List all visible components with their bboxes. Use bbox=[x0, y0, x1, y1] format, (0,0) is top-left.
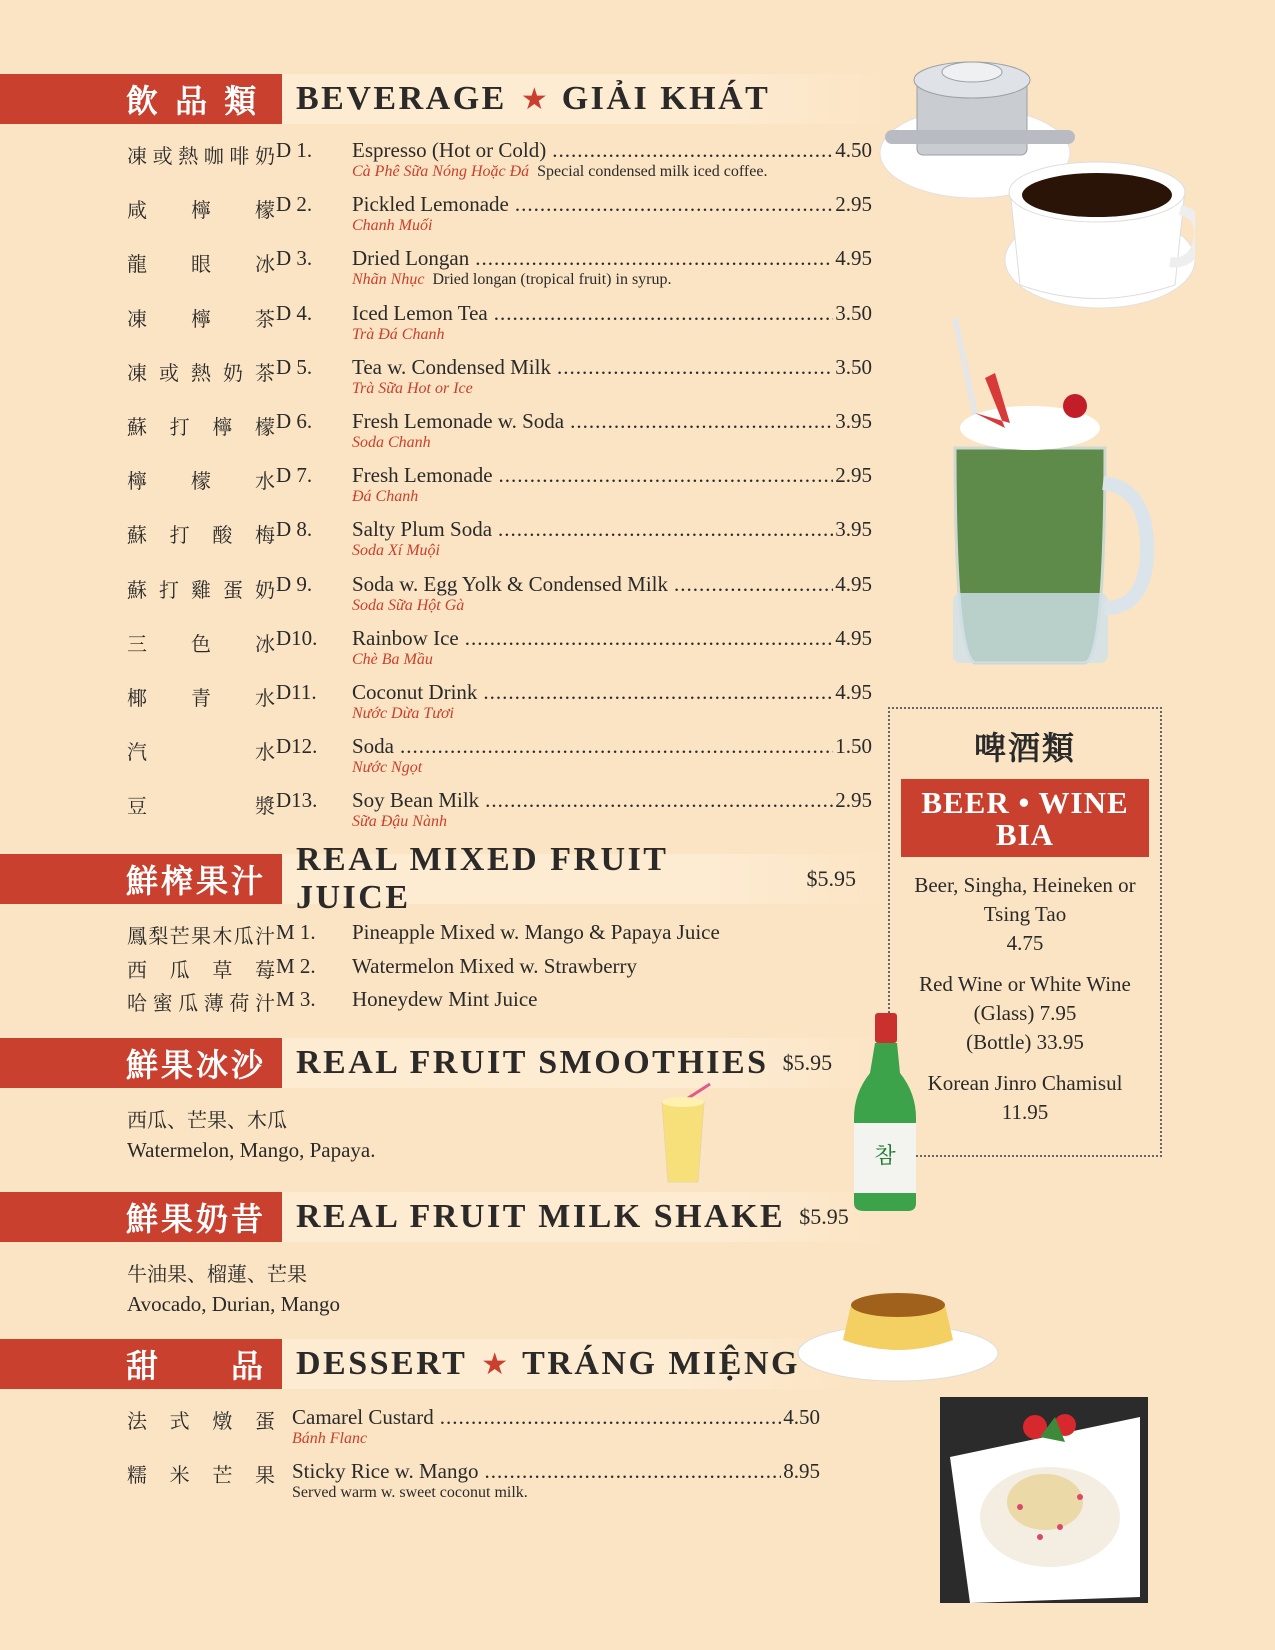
dot-leader bbox=[494, 301, 834, 326]
soju-bottle-photo bbox=[850, 1013, 920, 1213]
smoothies-en-title: REAL FRUIT SMOOTHIES bbox=[296, 1044, 769, 1081]
zh-char: 蛋 bbox=[223, 577, 243, 602]
item-name: Tea w. Condensed Milk bbox=[352, 354, 551, 379]
item-name: Dried Longan bbox=[352, 246, 470, 271]
shake-zh-line: 牛油果、榴蓮、芒果 bbox=[127, 1262, 307, 1286]
smoothies-header bbox=[0, 1038, 896, 1088]
dot-leader bbox=[515, 192, 833, 217]
item-code: D 1. bbox=[276, 138, 313, 162]
zh-char: 哈 bbox=[127, 991, 147, 1015]
item-line bbox=[352, 734, 872, 759]
item-price: 1.50 bbox=[835, 734, 872, 759]
juice-header bbox=[0, 841, 896, 916]
item-code: M 2. bbox=[276, 953, 316, 978]
zh-char: 水 bbox=[255, 740, 275, 765]
beverage-zh-title: 飲 品 類 bbox=[0, 74, 282, 124]
item-vn-name: Cà Phê Sữa Nóng Hoặc Đá bbox=[352, 163, 530, 180]
item-vn-name: Chè Ba Mầu bbox=[352, 650, 433, 668]
zh-char: 鳳 bbox=[127, 924, 147, 948]
dot-leader bbox=[674, 572, 833, 597]
zh-char: 檸 bbox=[191, 306, 211, 331]
zh-char: 蘇 bbox=[127, 415, 147, 439]
item-subline bbox=[352, 434, 435, 452]
wine-glass: (Glass) 7.95 bbox=[973, 1001, 1077, 1025]
dot-leader bbox=[557, 355, 833, 380]
item-line bbox=[352, 572, 872, 597]
beer-wine-box bbox=[888, 707, 1162, 1157]
item-subline bbox=[352, 380, 477, 398]
zh-char: 蛋 bbox=[254, 1409, 275, 1433]
item-zh-name bbox=[127, 790, 275, 819]
zh-char: 奶 bbox=[255, 577, 275, 602]
item-line bbox=[352, 138, 872, 163]
item-vn-name: Trà Sữa Hot or Ice bbox=[352, 379, 473, 397]
item-subline bbox=[292, 1484, 528, 1502]
zh-char: 打 bbox=[159, 577, 179, 602]
zh-char: 三 bbox=[127, 631, 147, 656]
soju-label-text: 참 bbox=[874, 1144, 896, 1169]
beverage-item bbox=[0, 246, 880, 298]
item-zh-name bbox=[127, 303, 275, 332]
zh-char: 凍 bbox=[127, 360, 147, 385]
zh-char: 糯 bbox=[127, 1463, 147, 1487]
dessert-item bbox=[0, 1405, 820, 1457]
zh-char: 西 bbox=[127, 957, 147, 982]
zh-char: 凍 bbox=[127, 144, 147, 168]
item-zh-name bbox=[127, 1459, 275, 1488]
zh-char: 法 bbox=[127, 1409, 147, 1433]
juice-item bbox=[0, 920, 880, 952]
zh-char: 莓 bbox=[254, 957, 275, 982]
zh-char: 芒 bbox=[169, 924, 190, 948]
item-name: Rainbow Ice bbox=[352, 625, 459, 650]
item-line bbox=[292, 1405, 820, 1430]
item-zh-name bbox=[127, 140, 275, 169]
zh-char: 咸 bbox=[127, 198, 147, 223]
zh-char: 茶 bbox=[255, 306, 275, 331]
item-price: 3.95 bbox=[835, 409, 872, 433]
item-subline bbox=[352, 597, 468, 615]
item-line bbox=[352, 626, 872, 651]
item-name: Watermelon Mixed w. Strawberry bbox=[352, 953, 638, 978]
item-name: Fresh Lemonade bbox=[352, 463, 493, 488]
item-code: D 5. bbox=[276, 354, 313, 379]
zh-char: 水 bbox=[255, 686, 275, 710]
item-price: 4.95 bbox=[835, 246, 872, 271]
item-line bbox=[292, 1459, 820, 1484]
item-desc: Served warm w. sweet coconut milk. bbox=[292, 1484, 528, 1501]
zh-char: 果 bbox=[254, 1463, 275, 1487]
shake-zh-title: 鮮果奶昔 bbox=[0, 1192, 282, 1242]
zh-char: 冰 bbox=[255, 252, 275, 277]
item-name: Soy Bean Milk bbox=[352, 788, 480, 813]
beverage-item bbox=[0, 788, 880, 840]
item-line bbox=[352, 409, 872, 434]
zh-char: 檸 bbox=[191, 198, 211, 223]
zh-char: 龍 bbox=[127, 252, 147, 277]
zh-char: 或 bbox=[159, 360, 179, 385]
item-line bbox=[352, 463, 872, 488]
item-vn-name: Soda Xí Muội bbox=[352, 542, 440, 560]
beverage-item bbox=[0, 192, 880, 244]
zh-char: 冰 bbox=[255, 631, 275, 656]
beverage-item bbox=[0, 626, 880, 678]
star-icon: ★ bbox=[520, 82, 548, 116]
beverage-item bbox=[0, 301, 880, 353]
item-zh-name bbox=[127, 248, 275, 277]
zh-char: 酸 bbox=[212, 523, 233, 548]
beer-title-line1: BEER • WINE bbox=[921, 785, 1129, 820]
item-vn-name: Chanh Muối bbox=[352, 217, 433, 235]
star-icon: ★ bbox=[481, 1347, 509, 1381]
item-line bbox=[352, 192, 872, 217]
item-price: 4.95 bbox=[835, 680, 872, 704]
item-price: 2.95 bbox=[835, 788, 872, 813]
item-price: 4.50 bbox=[835, 138, 872, 162]
juice-en-band bbox=[282, 841, 896, 916]
zh-char: 打 bbox=[169, 415, 190, 439]
dessert-en-title: DESSERT bbox=[296, 1345, 468, 1382]
zh-char: 瓜 bbox=[233, 924, 254, 948]
zh-char: 青 bbox=[191, 686, 211, 710]
item-name: Camarel Custard bbox=[292, 1405, 434, 1429]
dot-leader bbox=[485, 788, 833, 813]
item-line bbox=[352, 517, 872, 542]
item-code: D13. bbox=[276, 788, 318, 813]
item-zh-name bbox=[127, 736, 275, 765]
juice-en-title: REAL MIXED FRUIT JUICE bbox=[296, 841, 668, 916]
item-name: Pickled Lemonade bbox=[352, 192, 509, 217]
zh-char: 蜜 bbox=[152, 991, 173, 1015]
item-subline bbox=[352, 705, 458, 723]
beverage-en-title: BEVERAGE bbox=[296, 80, 507, 117]
juice-price: $5.95 bbox=[806, 866, 856, 891]
item-name: Honeydew Mint Juice bbox=[352, 987, 538, 1011]
zh-char: 汁 bbox=[254, 991, 275, 1015]
item-line bbox=[352, 301, 872, 326]
shake-header bbox=[0, 1192, 896, 1242]
item-vn-name: Soda Chanh bbox=[352, 434, 431, 451]
juice-item bbox=[0, 954, 880, 986]
item-zh-name bbox=[127, 682, 275, 711]
zh-char: 豆 bbox=[127, 794, 147, 819]
dot-leader bbox=[484, 1459, 781, 1484]
item-code: D 2. bbox=[276, 192, 313, 217]
dot-leader bbox=[498, 517, 833, 542]
item-vn-name: Nước Ngọt bbox=[352, 759, 423, 777]
item-zh-name bbox=[127, 574, 275, 603]
beverage-header bbox=[0, 74, 896, 124]
zh-char: 茶 bbox=[255, 360, 275, 385]
item-name: Espresso (Hot or Cold) bbox=[352, 138, 547, 162]
item-vn-name: Soda Sữa Hột Gà bbox=[352, 596, 465, 614]
shake-en-title: REAL FRUIT MILK SHAKE bbox=[296, 1198, 786, 1235]
item-zh-name bbox=[127, 194, 275, 223]
beverage-item bbox=[0, 734, 880, 786]
zh-char: 奶 bbox=[254, 144, 275, 168]
item-price: 8.95 bbox=[783, 1459, 820, 1483]
item-zh-name bbox=[127, 411, 275, 440]
item-price: 2.95 bbox=[835, 192, 872, 217]
beverage-item bbox=[0, 409, 880, 461]
zh-char: 蘇 bbox=[127, 523, 147, 548]
item-price: 4.95 bbox=[835, 571, 872, 596]
item-code: D10. bbox=[276, 625, 318, 650]
beer-title-line2: BIA bbox=[995, 817, 1055, 852]
item-zh-name bbox=[127, 519, 275, 548]
zh-char: 薄 bbox=[203, 991, 224, 1015]
dessert-zh-title: 甜 品 bbox=[0, 1339, 282, 1389]
zh-char: 奶 bbox=[223, 360, 243, 385]
beer-zh-title: 啤酒類 bbox=[973, 729, 1076, 767]
beer-item bbox=[890, 871, 1160, 958]
item-desc: Special condensed milk iced coffee. bbox=[537, 163, 768, 180]
item-price: 3.95 bbox=[835, 517, 872, 542]
item-line bbox=[352, 788, 872, 813]
zh-char: 瓜 bbox=[169, 957, 190, 982]
zh-char: 凍 bbox=[127, 306, 147, 331]
zh-char: 檸 bbox=[212, 415, 233, 439]
item-vn-name: Trà Đá Chanh bbox=[352, 325, 445, 343]
item-line bbox=[352, 355, 872, 380]
coffee-photo bbox=[875, 50, 1195, 340]
item-name: Salty Plum Soda bbox=[352, 517, 493, 542]
item-code: D 6. bbox=[276, 409, 313, 433]
item-zh-name bbox=[127, 465, 275, 494]
zh-char: 檸 bbox=[127, 469, 147, 494]
zh-char: 燉 bbox=[212, 1409, 233, 1433]
item-code: D 3. bbox=[276, 246, 313, 271]
item-subline bbox=[352, 542, 444, 560]
dot-leader bbox=[483, 680, 833, 705]
dot-leader bbox=[400, 734, 833, 759]
zh-char: 漿 bbox=[255, 794, 275, 819]
wine-bottle: (Bottle) 33.95 bbox=[966, 1030, 1084, 1054]
item-name: Soda w. Egg Yolk & Condensed Milk bbox=[352, 571, 668, 596]
juice-zh-title: 鮮榨果汁 bbox=[0, 854, 282, 904]
zh-char: 木 bbox=[212, 924, 233, 948]
zh-char: 草 bbox=[212, 957, 233, 982]
shake-price: $5.95 bbox=[799, 1204, 849, 1229]
dot-leader bbox=[465, 626, 834, 651]
zh-char: 梨 bbox=[148, 924, 169, 948]
beverage-item bbox=[0, 355, 880, 407]
beverage-item bbox=[0, 463, 880, 515]
beverage-vn-title: GIẢI KHÁT bbox=[561, 80, 771, 117]
item-name: Sticky Rice w. Mango bbox=[292, 1459, 479, 1483]
zh-char: 荷 bbox=[229, 991, 250, 1015]
beer-text: Beer, Singha, Heineken or Tsing Tao bbox=[914, 873, 1136, 926]
item-vn-name: Sữa Đậu Nành bbox=[352, 813, 447, 831]
item-vn-name: Nước Dừa Tươi bbox=[352, 705, 454, 722]
juice-item bbox=[0, 987, 880, 1019]
smoothies-en-line: Watermelon, Mango, Papaya. bbox=[127, 1138, 376, 1162]
item-code: D 9. bbox=[276, 571, 313, 596]
item-zh-name bbox=[127, 954, 275, 983]
dot-leader bbox=[475, 246, 833, 271]
dessert-header bbox=[0, 1339, 856, 1389]
smoothies-zh-line: 西瓜、芒果、木瓜 bbox=[127, 1108, 287, 1132]
zh-char: 蘇 bbox=[127, 577, 147, 602]
dessert-en-band bbox=[282, 1339, 856, 1389]
zh-char: 檬 bbox=[191, 469, 211, 494]
item-line bbox=[352, 246, 872, 271]
item-zh-name bbox=[127, 357, 275, 386]
zh-char: 啡 bbox=[229, 144, 250, 168]
zh-char: 椰 bbox=[127, 686, 147, 710]
soju-price: 11.95 bbox=[1001, 1100, 1049, 1124]
item-zh-name bbox=[127, 628, 275, 657]
dot-leader bbox=[570, 409, 833, 434]
item-price: 4.50 bbox=[783, 1405, 820, 1429]
item-zh-name bbox=[127, 1405, 275, 1434]
zh-char: 瓜 bbox=[178, 991, 199, 1015]
soju-text: Korean Jinro Chamisul bbox=[927, 1071, 1123, 1095]
shake-en-band bbox=[282, 1192, 896, 1242]
sticky-rice-photo bbox=[940, 1397, 1148, 1603]
zh-char: 熱 bbox=[178, 144, 199, 168]
item-subline bbox=[352, 326, 448, 344]
beverage-item bbox=[0, 572, 880, 624]
item-price: 3.50 bbox=[835, 354, 872, 379]
dot-leader bbox=[499, 463, 834, 488]
item-subline bbox=[352, 759, 426, 777]
item-vn-name: Nhãn Nhục bbox=[352, 271, 425, 289]
zh-char: 或 bbox=[152, 144, 173, 168]
item-subline bbox=[352, 651, 437, 669]
zh-char: 眼 bbox=[191, 252, 211, 277]
zh-char: 芒 bbox=[212, 1463, 233, 1487]
item-name: Soda bbox=[352, 734, 394, 759]
dessert-item bbox=[0, 1459, 820, 1511]
beer-title-banner bbox=[901, 779, 1149, 857]
wine-item bbox=[890, 970, 1160, 1057]
flan-photo bbox=[793, 1285, 1003, 1385]
item-code: M 3. bbox=[276, 987, 316, 1011]
zh-char: 檬 bbox=[254, 415, 275, 439]
zh-char: 米 bbox=[169, 1463, 190, 1487]
zh-char: 水 bbox=[255, 469, 275, 494]
soju-item bbox=[890, 1069, 1160, 1127]
zh-char: 梅 bbox=[254, 523, 275, 548]
item-code: D12. bbox=[276, 734, 318, 759]
shake-en-line: Avocado, Durian, Mango bbox=[127, 1292, 341, 1316]
item-subline bbox=[352, 271, 672, 289]
zh-char: 咖 bbox=[203, 144, 224, 168]
zh-char: 檬 bbox=[255, 198, 275, 223]
zh-char: 雞 bbox=[191, 577, 211, 602]
dessert-vn-title: TRÁNG MIỆNG bbox=[522, 1345, 800, 1382]
item-code: D 7. bbox=[276, 463, 313, 488]
green-smoothie-photo bbox=[935, 318, 1155, 678]
item-code: D 8. bbox=[276, 517, 313, 542]
dot-leader bbox=[552, 138, 833, 163]
smoothies-zh-title: 鮮果冰沙 bbox=[0, 1038, 282, 1088]
item-desc: Dried longan (tropical fruit) in syrup. bbox=[432, 271, 672, 289]
zh-char: 式 bbox=[169, 1409, 190, 1433]
item-subline bbox=[352, 163, 767, 181]
juice-glass-photo bbox=[652, 1082, 722, 1192]
item-price: 2.95 bbox=[835, 463, 872, 488]
beverage-item bbox=[0, 517, 880, 569]
smoothies-price: $5.95 bbox=[782, 1050, 833, 1075]
item-price: 4.95 bbox=[835, 625, 872, 650]
item-line bbox=[352, 680, 872, 705]
item-vn-name: Bánh Flanc bbox=[292, 1430, 368, 1447]
beverage-en-band bbox=[282, 74, 896, 124]
item-code: D11. bbox=[276, 680, 317, 704]
zh-char: 打 bbox=[169, 523, 190, 548]
item-subline bbox=[352, 488, 422, 506]
beer-price: 4.75 bbox=[1006, 931, 1044, 955]
zh-char: 色 bbox=[191, 631, 211, 656]
dot-leader bbox=[440, 1405, 782, 1430]
zh-char: 汽 bbox=[127, 740, 147, 765]
item-name: Iced Lemon Tea bbox=[352, 300, 488, 325]
beverage-item bbox=[0, 680, 880, 732]
item-subline bbox=[352, 813, 451, 831]
item-price: 3.50 bbox=[835, 300, 872, 325]
smoothies-en-band bbox=[282, 1038, 896, 1088]
item-name: Fresh Lemonade w. Soda bbox=[352, 409, 565, 433]
zh-char: 汁 bbox=[254, 924, 275, 948]
item-code: D 4. bbox=[276, 300, 313, 325]
item-vn-name: Đá Chanh bbox=[352, 488, 419, 506]
wine-text: Red Wine or White Wine bbox=[919, 972, 1131, 996]
zh-char: 果 bbox=[190, 924, 211, 948]
item-zh-name bbox=[127, 920, 275, 949]
item-code: M 1. bbox=[276, 920, 316, 944]
item-subline bbox=[292, 1430, 367, 1448]
beverage-item bbox=[0, 138, 880, 190]
item-subline bbox=[352, 217, 436, 235]
item-zh-name bbox=[127, 987, 275, 1016]
item-name: Coconut Drink bbox=[352, 680, 478, 704]
item-name: Pineapple Mixed w. Mango & Papaya Juice bbox=[352, 920, 720, 944]
zh-char: 熱 bbox=[191, 360, 211, 385]
